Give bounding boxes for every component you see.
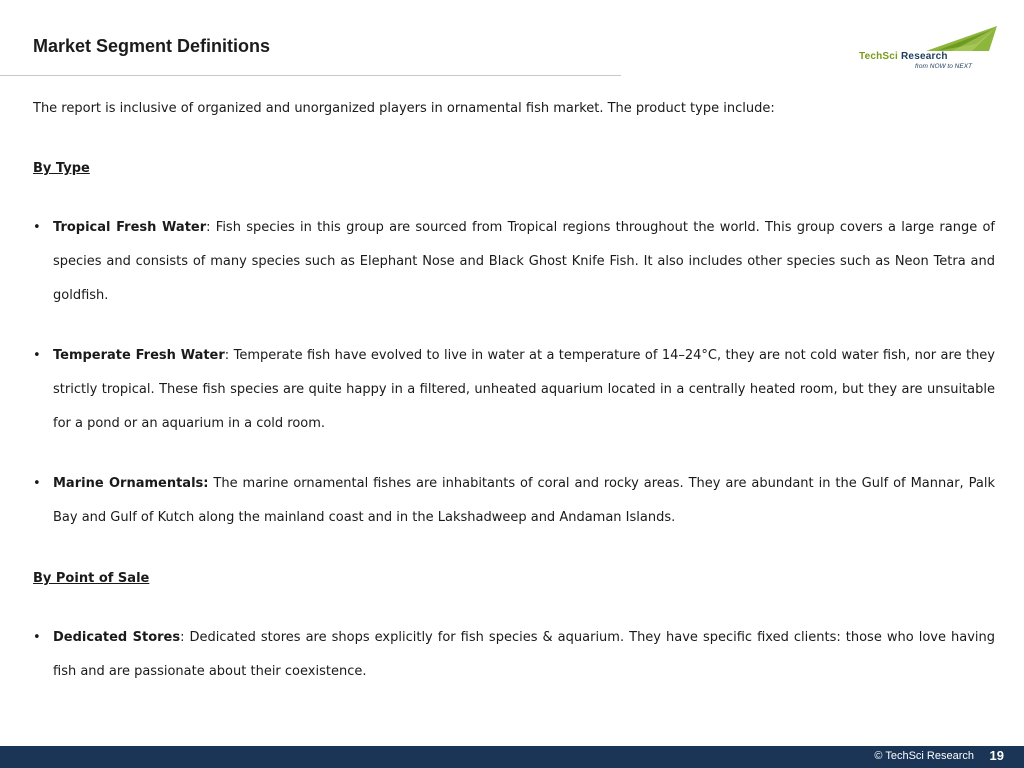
- list-item: [33, 339, 995, 441]
- bullet-term: Marine Ornamentals:: [53, 476, 209, 491]
- footer-bar: [0, 746, 1024, 768]
- section-heading-by-type: By Type: [33, 161, 90, 176]
- techsci-swoosh-icon: [856, 24, 1001, 54]
- section-heading-by-point-of-sale: By Point of Sale: [33, 571, 150, 586]
- bullet-text: [53, 467, 995, 535]
- bullet-term: Tropical Fresh Water: [53, 220, 207, 235]
- bullet-term: Temperate Fresh Water: [53, 348, 225, 363]
- bullet-description: The marine ornamental fishes are inhabitants of coral and rocky areas. They are abundant in the Gulf of Mannar, Palk Bay and Gulf of Kutch along the mainland coast and in the Lakshadweep and Andaman Islands.: [53, 476, 995, 525]
- bullet-description: Temperate fish have evolved to live in water at a temperature of 14–24°C, they are not cold water fish, nor are they strictly tropical. These fish species are quite happy in a filtered, unheated aquarium located in a centrally heated room, but they are unsuitable for a pond or an aquarium in a cold room.: [53, 348, 995, 431]
- list-item: [33, 621, 995, 689]
- logo-tagline: from NOW to NEXT: [914, 63, 972, 70]
- techsci-logo: [856, 24, 1001, 72]
- list-item: [33, 211, 995, 313]
- bullet-text: Tropical Fresh Water: Fish species in this group are sourced from Tropical regions throughout the world. This group covers a large range of species and consists of many species such as Elephant Nose and Black Ghost Knife Fish. It also includes other species such as Neon Tetra and goldfish.: [53, 220, 995, 303]
- page-number: 19: [989, 748, 1004, 763]
- logo-wordmark: TechSci Research: [859, 51, 948, 62]
- bullet-icon: •: [33, 220, 41, 235]
- footer-copyright: © TechSci Research: [874, 750, 974, 762]
- bullet-description: Dedicated stores are shops explicitly for fish species & aquarium. They have specific fixed clients: those who love having fish and are passionate about their coexistence.: [53, 630, 996, 679]
- bullet-icon: •: [33, 630, 41, 645]
- page-title: Market Segment Definitions: [33, 36, 271, 56]
- list-item: [33, 467, 995, 535]
- title-divider: [0, 75, 621, 76]
- bullet-text: Temperate Fresh Water: Temperate fish have evolved to live in water at a temperature of 14–24°C, they are not cold water fish, nor are they strictly tropical. These fish species are quite happy in a filtered, unheated aquarium located in a centrally heated room, but they are unsuitable for a pond or an aquarium in a cold room.: [53, 348, 995, 431]
- bullet-icon: •: [33, 348, 41, 363]
- bullet-icon: •: [33, 476, 41, 491]
- bullet-term: Dedicated Stores: [53, 630, 181, 645]
- bullet-description: Fish species in this group are sourced from Tropical regions throughout the world. This group covers a large range of species and consists of many species such as Elephant Nose and Black Ghost Knife Fish. It also includes other species such as Neon Tetra and goldfish.: [53, 220, 995, 303]
- bullet-text: Dedicated Stores: Dedicated stores are shops explicitly for fish species & aquarium. They have specific fixed clients: those who love having fish and are passionate about their coexistence.: [53, 630, 996, 679]
- intro-paragraph: The report is inclusive of organized and unorganized players in ornamental fish market. The product type include:: [33, 101, 775, 116]
